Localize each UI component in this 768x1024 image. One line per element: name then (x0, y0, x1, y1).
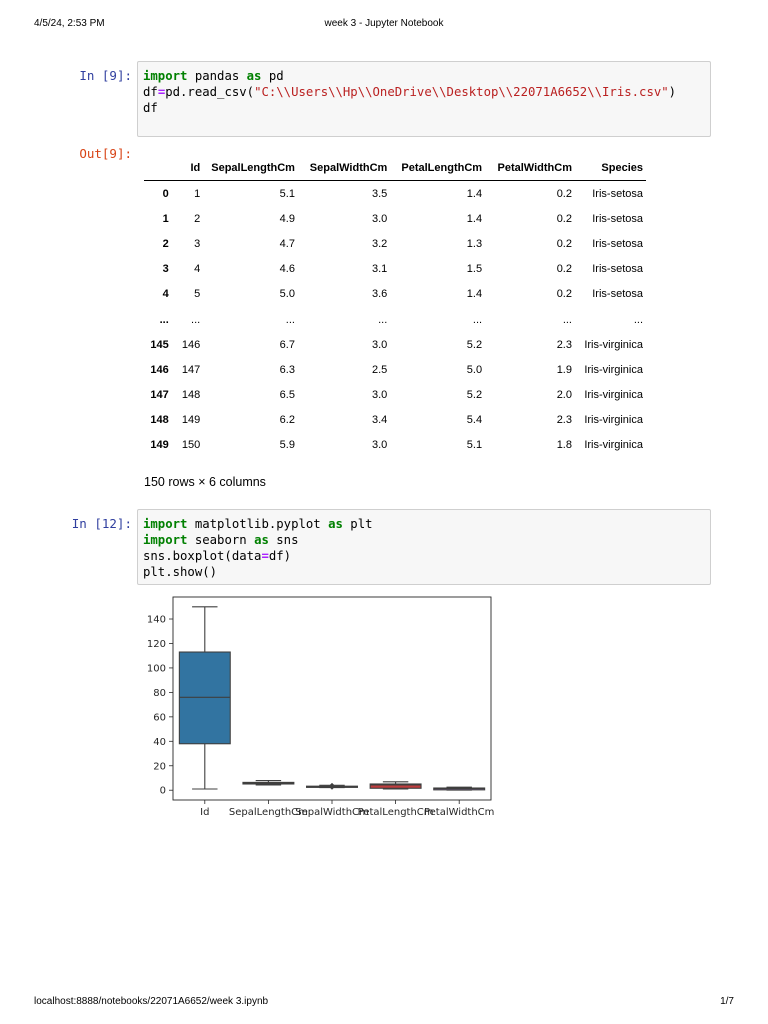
code-line: import pandas as pd (143, 69, 284, 83)
table-cell: 1.4 (466, 288, 483, 301)
table-cell: 4.6 (279, 263, 295, 276)
table-row (144, 357, 646, 382)
column-header: PetalWidthCm (485, 156, 575, 181)
print-url: localhost:8888/notebooks/22071A6652/week 3.ipynb (34, 996, 269, 1007)
table-cell: 3.0 (372, 389, 388, 402)
print-footer (34, 996, 734, 1010)
table-cell: 148 (181, 389, 201, 402)
column-header: PetalLengthCm (390, 156, 485, 181)
table-cell: 0.2 (556, 288, 572, 301)
y-tick-label: 40 (153, 736, 166, 748)
row-index: 147 (150, 389, 169, 402)
column-header: Id (172, 156, 203, 181)
code-cell-1[interactable] (137, 61, 711, 137)
table-cell: 0.2 (556, 212, 572, 225)
y-tick-label: 20 (153, 761, 166, 773)
table-cell: 5.0 (279, 288, 295, 301)
print-header (34, 18, 734, 32)
code-line: import seaborn as sns (143, 533, 299, 547)
table-row (144, 383, 646, 408)
code-line: import matplotlib.pyplot as plt (143, 517, 373, 531)
table-cell: 1 (194, 187, 201, 200)
table-cell: 5.1 (279, 187, 295, 200)
table-cell: 5.2 (466, 389, 483, 402)
table-cell: ... (378, 313, 388, 326)
table-row (144, 307, 646, 332)
column-header: SepalLengthCm (203, 156, 298, 181)
table-row (144, 257, 646, 282)
code-line: plt.show() (143, 565, 218, 579)
row-index: 149 (150, 439, 169, 452)
dataframe-table (144, 156, 646, 458)
table-cell: 2.3 (556, 414, 572, 427)
table-cell: 5.1 (466, 439, 483, 452)
code-cell-2[interactable] (137, 509, 711, 585)
table-cell: 1.4 (466, 212, 483, 225)
boxplot-output (138, 592, 498, 832)
row-index: 145 (150, 338, 169, 351)
table-cell: ... (472, 313, 483, 326)
table-cell: Iris-virginica (584, 439, 643, 452)
y-tick-label: 100 (146, 663, 166, 675)
code-line: df (143, 101, 158, 115)
code-line: df=pd.read_csv("C:\\Users\\Hp\\OneDrive\\Desktop\\22071A6652\\Iris.csv") (143, 85, 677, 99)
table-cell: 2.0 (556, 389, 572, 402)
table-cell: 147 (181, 363, 201, 376)
table-cell: 1.3 (466, 237, 483, 250)
row-index: 4 (162, 288, 169, 301)
x-tick-label: SepalLengthCm (228, 807, 308, 818)
table-cell: 5.9 (279, 439, 295, 452)
output-prompt-1: Out[9]: (79, 146, 132, 161)
column-header: SepalWidthCm (298, 156, 390, 181)
box (179, 652, 230, 744)
x-tick-label: SepalWidthCm (295, 807, 369, 818)
column-header: Species (575, 156, 646, 181)
table-cell: Iris-setosa (592, 212, 643, 225)
row-index: 148 (150, 414, 169, 427)
row-index: 2 (162, 237, 169, 250)
table-cell: 6.5 (279, 389, 295, 402)
table-cell: 3.0 (372, 338, 388, 351)
table-cell: 0.2 (556, 263, 572, 276)
table-cell: ... (191, 313, 201, 326)
print-datetime: 4/5/24, 2:53 PM (34, 18, 105, 29)
table-cell: 3 (194, 237, 201, 250)
table-cell: 5 (194, 288, 201, 301)
input-prompt-1: In [9]: (79, 68, 132, 83)
table-row (144, 408, 646, 433)
y-tick-label: 120 (146, 638, 166, 650)
table-cell: ... (562, 313, 572, 326)
table-row (144, 231, 646, 256)
table-cell: 4 (194, 263, 201, 276)
table-cell: 3.2 (372, 237, 388, 250)
code-line: sns.boxplot(data=df) (143, 549, 292, 563)
table-cell: 6.3 (279, 363, 295, 376)
x-tick-label: Id (200, 807, 210, 818)
boxplot-chart (138, 592, 498, 832)
table-header-row (144, 156, 646, 181)
table-cell: 2 (194, 212, 201, 225)
table-cell: Iris-virginica (584, 414, 643, 427)
y-tick-label: 60 (153, 712, 166, 724)
table-cell: 149 (181, 414, 201, 427)
table-cell: 1.8 (556, 439, 572, 452)
table-cell: 1.4 (466, 187, 483, 200)
table-cell: 4.7 (279, 237, 295, 250)
table-cell: 3.4 (372, 414, 388, 427)
x-tick-label: PetalWidthCm (423, 807, 495, 818)
table-cell: 3.1 (372, 263, 388, 276)
row-index: 146 (150, 363, 169, 376)
y-tick-label: 80 (153, 687, 166, 699)
table-row (144, 181, 646, 207)
table-row (144, 433, 646, 458)
table-cell: ... (285, 313, 295, 326)
y-tick-label: 0 (159, 785, 166, 797)
table-cell: 3.5 (372, 187, 388, 200)
table-cell: 2.5 (372, 363, 388, 376)
input-prompt-2: In [12]: (71, 516, 132, 531)
table-cell: Iris-virginica (584, 363, 643, 376)
table-cell: 1.5 (466, 263, 483, 276)
rows-columns-summary: 150 rows × 6 columns (144, 475, 266, 489)
table-row (144, 332, 646, 357)
table-cell: ... (633, 313, 643, 326)
row-index: 3 (162, 263, 169, 276)
table-cell: 3.0 (372, 439, 388, 452)
table-cell: 6.7 (279, 338, 295, 351)
table-cell: 4.9 (279, 212, 295, 225)
row-index: ... (159, 313, 169, 326)
y-tick-label: 140 (146, 614, 166, 626)
row-index: 1 (162, 212, 169, 225)
table-row (144, 282, 646, 307)
table-cell: 2.3 (556, 338, 572, 351)
table-cell: 1.9 (556, 363, 572, 376)
table-cell: 5.4 (466, 414, 483, 427)
table-cell: Iris-setosa (592, 187, 643, 200)
table-cell: Iris-setosa (592, 237, 643, 250)
table-row (144, 206, 646, 231)
table-cell: Iris-setosa (592, 263, 643, 276)
table-cell: 5.2 (466, 338, 483, 351)
table-cell: 6.2 (279, 414, 295, 427)
print-page-number: 1/7 (720, 996, 734, 1007)
column-header (144, 156, 172, 181)
table-cell: 5.0 (466, 363, 483, 376)
print-title: week 3 - Jupyter Notebook (324, 18, 444, 29)
row-index: 0 (162, 187, 169, 200)
table-cell: 0.2 (556, 187, 572, 200)
table-cell: 3.0 (372, 212, 388, 225)
table-cell: 3.6 (372, 288, 388, 301)
table-cell: 0.2 (556, 237, 572, 250)
table-cell: Iris-virginica (584, 338, 643, 351)
table-cell: Iris-setosa (592, 288, 643, 301)
table-cell: 146 (181, 338, 201, 351)
table-cell: Iris-virginica (584, 389, 643, 402)
x-tick-label: PetalLengthCm (357, 807, 434, 818)
table-cell: 150 (181, 439, 201, 452)
